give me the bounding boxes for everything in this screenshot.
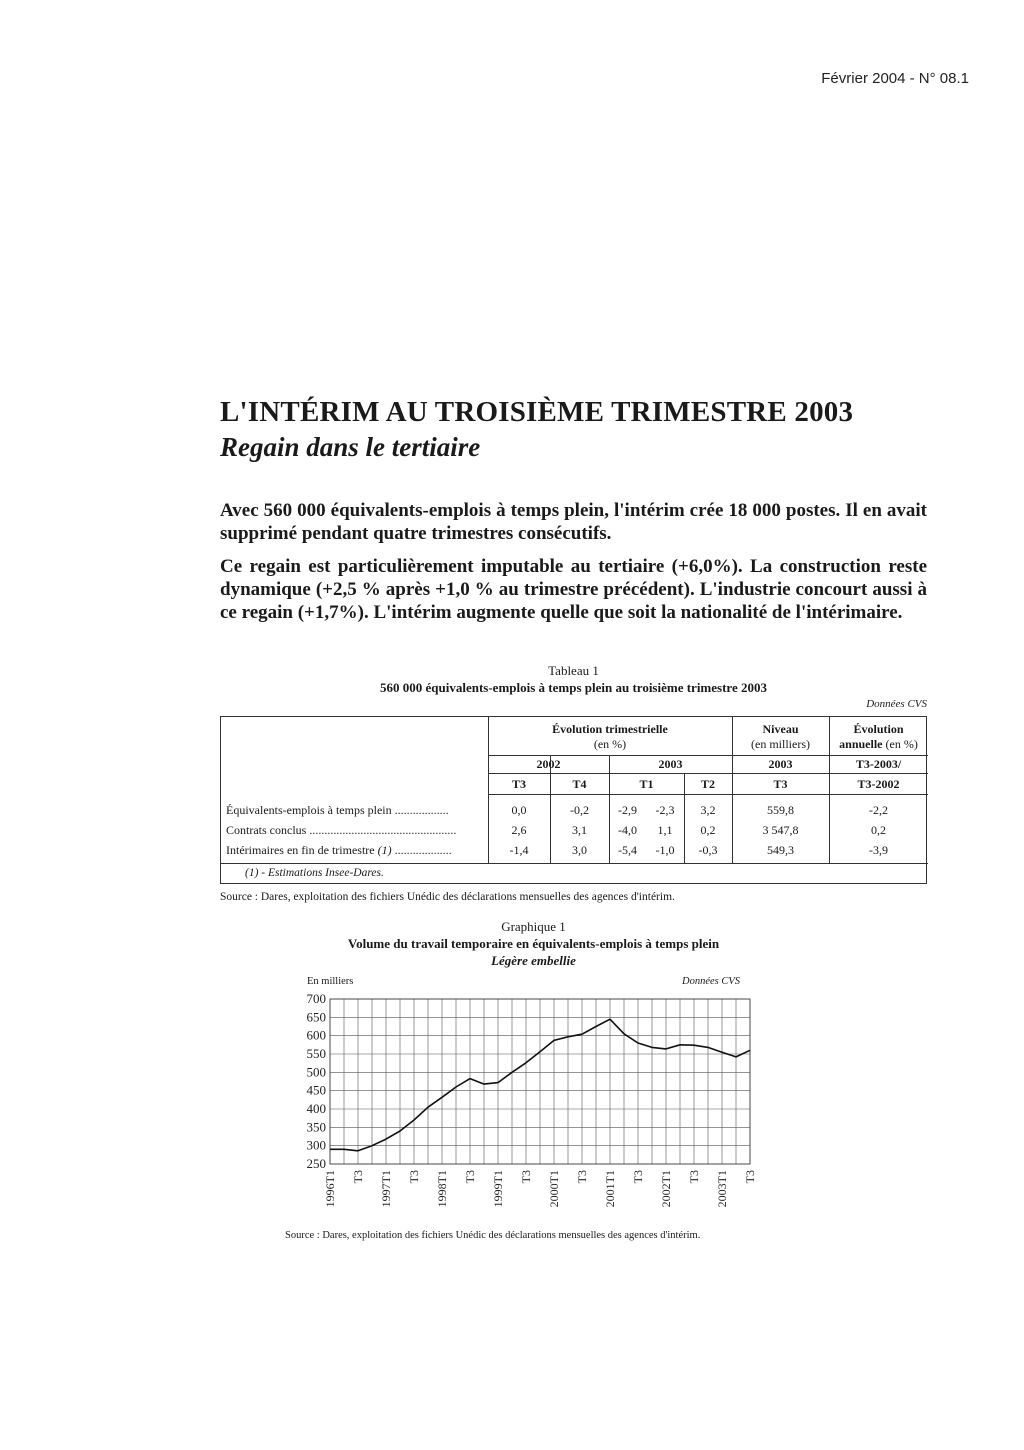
x-tick-label: T3 <box>463 1170 477 1184</box>
x-tick-label: 1999T1 <box>491 1170 505 1208</box>
chart-title: Volume du travail temporaire en équivalents-emplois à temps plein <box>347 936 720 951</box>
table-cell: -5,4 <box>618 843 637 857</box>
x-tick-label: T3 <box>575 1170 589 1184</box>
y-tick-label: 350 <box>306 1119 326 1135</box>
table-cell: -1,4 <box>509 843 529 857</box>
x-tick-label: T3 <box>407 1170 421 1184</box>
table-cell: -3,9 <box>869 843 888 857</box>
data-table <box>220 716 927 884</box>
x-tick-label: 1998T1 <box>435 1170 449 1208</box>
row-label <box>226 843 486 858</box>
y-tick-label: 550 <box>306 1046 326 1061</box>
year-t3-2003: T3-2003/ <box>855 757 902 771</box>
table-cell: -0,2 <box>570 803 589 817</box>
quarter-cell: T3 <box>511 777 526 791</box>
header-annual-unit <box>829 737 928 752</box>
table-cell: -4,0 <box>618 823 637 837</box>
x-tick-label: T3 <box>631 1170 645 1184</box>
x-tick-label: T3 <box>519 1170 533 1184</box>
lead-paragraph-1: Avec 560 000 équivalents-emplois à temps plein, l'intérim crée 18 000 postes. Il en avait supprimé pendant quatre trimestres consécutifs. <box>220 500 927 544</box>
row-label: Équivalents-emplois à temps plein .................. <box>226 803 449 817</box>
page-title: L'INTÉRIM AU TROISIÈME TRIMESTRE 2003 <box>220 396 854 428</box>
header-annual-unit-text: (en %) <box>882 737 918 751</box>
x-tick-label: 1997T1 <box>379 1170 393 1208</box>
table-cell: 559,8 <box>767 803 794 817</box>
table-title: 560 000 équivalents-emplois à temps plein au troisième trimestre 2003 <box>380 680 767 695</box>
header-niveau-unit: (en milliers) <box>751 737 810 751</box>
table-cell: 3,1 <box>572 823 587 837</box>
table-cell: 549,3 <box>767 843 794 857</box>
header-niveau: Niveau <box>762 722 799 736</box>
row-label-ref: (1) <box>377 843 392 857</box>
lead-paragraph-2: Ce regain est particulièrement imputable au tertiaire (+6,0%). La construction reste dynamique (+2,5 % après +1,0 % au trimestre précédent). L'industrie concourt aussi à ce regain (+1,7%). L'intérim augmente quelle que soit la nationalité de l'intérimaire. <box>220 556 927 623</box>
page-subtitle: Regain dans le tertiaire <box>220 432 481 462</box>
table-cell: 3,2 <box>700 803 716 817</box>
y-tick-label: 500 <box>306 1064 326 1080</box>
year-2003: 2003 <box>658 757 683 771</box>
quarter-cell: T2 <box>700 777 715 791</box>
table-cell: 0,2 <box>871 823 886 837</box>
table-cell: 0,0 <box>511 803 527 817</box>
chart-subtitle: Légère embellie <box>491 953 576 968</box>
row-label: Contrats conclus ................................................. <box>226 823 457 837</box>
y-tick-label: 450 <box>306 1082 326 1098</box>
table-note: Données CVS <box>866 698 927 710</box>
x-tick-label: 2000T1 <box>547 1170 561 1208</box>
table-cell: -1,0 <box>655 843 675 857</box>
x-tick-label: T3 <box>743 1170 757 1184</box>
header-annual: Évolution <box>853 722 904 736</box>
table-cell: -2,2 <box>869 803 888 817</box>
row-label-dots: ................... <box>391 843 452 857</box>
quarter-cell: T3-2002 <box>857 777 900 791</box>
y-tick-label: 600 <box>306 1027 326 1043</box>
row-label-main: Intérimaires en fin de trimestre <box>226 843 378 857</box>
issue-number: Février 2004 - N° 08.1 <box>821 70 969 87</box>
header-annual-bold: annuelle <box>839 737 883 751</box>
x-tick-label: T3 <box>351 1170 365 1184</box>
table-cell: -0,3 <box>698 843 718 857</box>
y-tick-label: 250 <box>306 1156 326 1171</box>
quarter-cell: T4 <box>572 777 587 791</box>
y-tick-label: 700 <box>306 991 326 1006</box>
year-2003-niveau: 2003 <box>768 757 793 771</box>
x-tick-label: 2001T1 <box>603 1170 617 1208</box>
quarter-cell: T1 <box>639 777 654 791</box>
y-tick-label: 650 <box>306 1009 326 1025</box>
x-tick-label: T3 <box>687 1170 701 1184</box>
table-cell: 3,0 <box>572 843 587 857</box>
table-cell: 3 547,8 <box>762 823 799 837</box>
y-tick-label: 300 <box>306 1137 326 1153</box>
table-source: Source : Dares, exploitation des fichiers Unédic des déclarations mensuelles des agences d'intérim. <box>220 891 675 903</box>
table-cell: -2,9 <box>618 803 637 817</box>
x-tick-label: 1996T1 <box>323 1170 337 1208</box>
chart-source: Source : Dares, exploitation des fichiers Unédic des déclarations mensuelles des agences d'intérim. <box>285 1230 701 1241</box>
y-tick-label: 400 <box>306 1101 326 1116</box>
chart-note: Données CVS <box>682 976 741 987</box>
table-label: Tableau 1 <box>548 663 599 678</box>
header-evolution-unit: (en %) <box>593 737 627 751</box>
header-evolution: Évolution trimestrielle <box>552 722 668 736</box>
table-cell: -2,3 <box>655 803 675 817</box>
table-cell: 2,6 <box>511 823 527 837</box>
quarter-cell: T3 <box>773 777 788 791</box>
x-tick-label: 2002T1 <box>659 1170 673 1208</box>
chart-unit: En milliers <box>307 976 354 987</box>
x-tick-label: 2003T1 <box>715 1170 729 1208</box>
table-cell: 1,1 <box>657 823 673 837</box>
table-cell: 0,2 <box>700 823 716 837</box>
year-2002: 2002 <box>536 757 561 771</box>
line-chart <box>280 975 760 1230</box>
table-footnote: (1) - Estimations Insee-Dares. <box>245 867 384 879</box>
chart-label: Graphique 1 <box>501 919 566 934</box>
